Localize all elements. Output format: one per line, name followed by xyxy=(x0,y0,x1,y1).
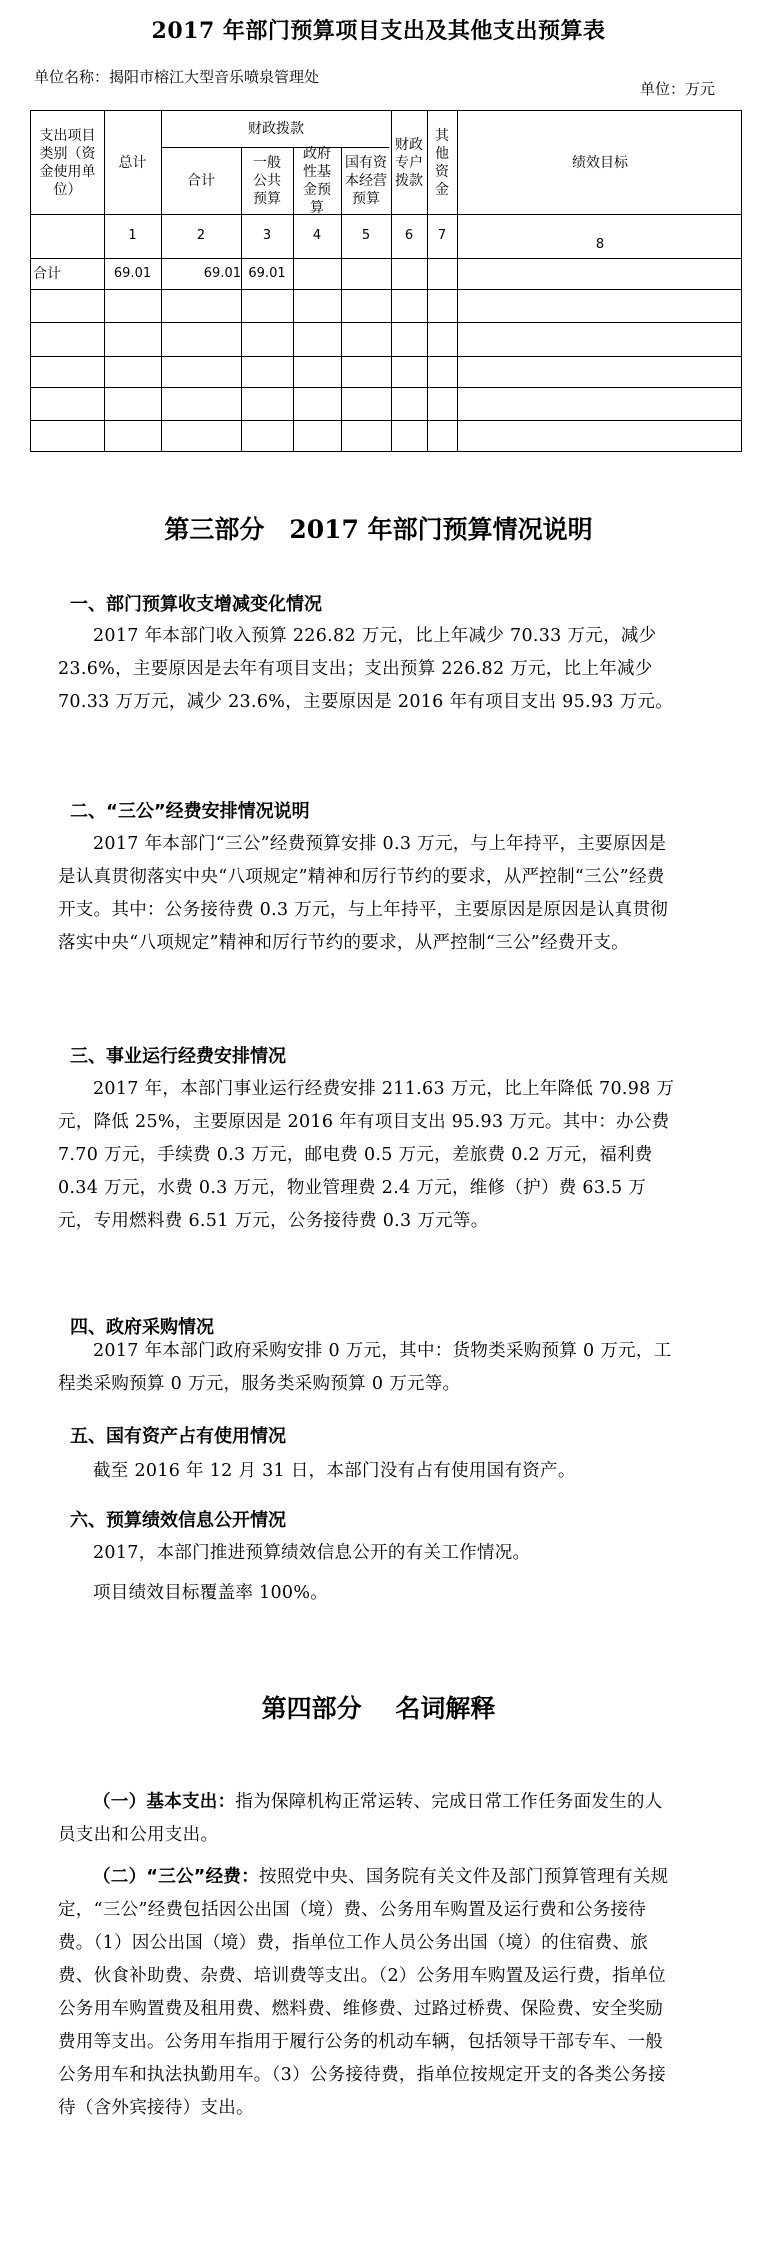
term-three-public-label: （二）“三公”经费： xyxy=(93,1867,260,1887)
col-number: 5 xyxy=(361,228,371,243)
section-1-title: 一、部门预算收支增减变化情况 xyxy=(70,594,322,615)
section-4-title: 四、政府采购情况 xyxy=(70,1317,214,1338)
header-subtotal: 合计 xyxy=(187,172,215,189)
section-3-title: 三、事业运行经费安排情况 xyxy=(70,1046,286,1067)
budget-table xyxy=(30,110,742,452)
part4-title: 第四部分 名词解释 xyxy=(261,1694,496,1723)
section-6-title: 六、预算绩效信息公开情况 xyxy=(70,1510,286,1531)
total-row-label: 合计 xyxy=(33,265,61,282)
header-perf: 绩效目标 xyxy=(572,154,628,171)
unit-name: 单位名称：揭阳市榕江大型音乐喷泉管理处 xyxy=(34,68,320,86)
section-5-text: 截至 2016 年 12 月 31 日，本部门没有占有使用国有资产。 xyxy=(93,1461,576,1481)
term-three-public xyxy=(58,1861,678,2125)
total-row-total: 69.01 xyxy=(113,265,152,281)
header-other: 其他资金 xyxy=(435,127,449,198)
table-title: 2017 年部门预算项目支出及其他支出预算表 xyxy=(151,18,606,44)
col-number: 7 xyxy=(437,228,447,243)
term-basic-expense-text: 指为保障机构正常运转、完成日常工作任务面发生的人员支出和公用支出。 xyxy=(58,1792,663,1845)
section-6-text-2: 项目绩效目标覆盖率 100%。 xyxy=(93,1583,329,1603)
term-basic-expense-label: （一）基本支出： xyxy=(93,1792,236,1812)
section-2-text: 2017 年本部门“三公”经费预算安排 0.3 万元，与上年持平，主要原因是是认真贯彻落实中央“八项规定”精神和厉行节约的要求，从严控制“三公”经费开支。其中：公务接待费 0.3 万元，与上年持平，主要原因是原因是认真贯彻落实中央“八项规定”精神和厉行节约的要求，从严控制“三公”经费开支。 xyxy=(58,834,669,953)
header-gov-fund: 政府性基金预算 xyxy=(303,145,331,216)
col-number: 3 xyxy=(262,228,272,243)
col-number: 1 xyxy=(128,228,137,243)
section-6-text-1: 2017，本部门推进预算绩效信息公开的有关工作情况。 xyxy=(93,1543,531,1563)
term-three-public-text: 按照党中央、国务院有关文件及部门预算管理有关规定，“三公”经费包括因公出国（境）费、公务用车购置及运行费和公务接待费。（1）因公出国（境）费，指单位工作人员公务出国（境）的住宿费、旅费、伙食补助费、杂费、培训费等支出。（2）公务用车购置及运行费，指单位公务用车购置费及租用费、燃料费、维修费、过路过桥费、保险费、安全奖励费用等支出。公务用车指用于履行公务的机动车辆，包括领导干部专车、一般公务用车和执法执勤用车。（3）公务接待费，指单位按规定开支的各类公务接待（含外宾接待）支出。 xyxy=(58,1867,669,2118)
header-general: 一般公共预算 xyxy=(253,154,281,207)
col-number: 8 xyxy=(595,237,605,252)
col-number: 6 xyxy=(404,228,414,243)
header-state-capital: 国有资本经营预算 xyxy=(345,154,387,207)
section-4-text: 2017 年本部门政府采购安排 0 万元，其中：货物类采购预算 0 万元，工程类采购预算 0 万元，服务类采购预算 0 万元等。 xyxy=(58,1341,672,1394)
col-number: 4 xyxy=(312,228,322,243)
section-2-title: 二、“三公”经费安排情况说明 xyxy=(70,801,310,822)
header-fiscal: 财政拨款 xyxy=(248,121,304,137)
header-total: 总计 xyxy=(118,154,147,171)
header-special: 财政专户拨款 xyxy=(395,136,423,189)
total-row-subtotal: 69.01 xyxy=(203,265,241,281)
section-5-title: 五、国有资产占有使用情况 xyxy=(70,1426,286,1447)
unit-label: 单位：万元 xyxy=(640,80,716,98)
col-number: 2 xyxy=(196,228,206,243)
section-3-text: 2017 年，本部门事业运行经费安排 211.63 万元，比上年降低 70.98 万元，降低 25%，主要原因是 2016 年有项目支出 95.93 万元。其中：办公费 7.70 万元，手续费 0.3 万元，邮电费 0.5 万元，差旅费 0.2 万元，福利费 0.34 万元，水费 0.3 万元，物业管理费 2.4 万元，维修（护）费 63.5 万元，专用燃料费 6.51 万元，公务接待费 0.3 万元等。 xyxy=(58,1079,675,1231)
section-1-text: 2017 年本部门收入预算 226.82 万元，比上年减少 70.33 万元，减少 23.6%，主要原因是去年有项目支出；支出预算 226.82 万元，比上年减少 70.33 万万元，减少 23.6%，主要原因是 2016 年有项目支出 95.93 万元。 xyxy=(58,626,674,712)
header-category: 支出项目类别（资金使用单位） xyxy=(39,127,96,198)
total-row-general: 69.01 xyxy=(248,265,286,281)
term-basic-expense xyxy=(58,1786,678,1852)
part3-title: 第三部分 2017 年部门预算情况说明 xyxy=(164,515,593,544)
